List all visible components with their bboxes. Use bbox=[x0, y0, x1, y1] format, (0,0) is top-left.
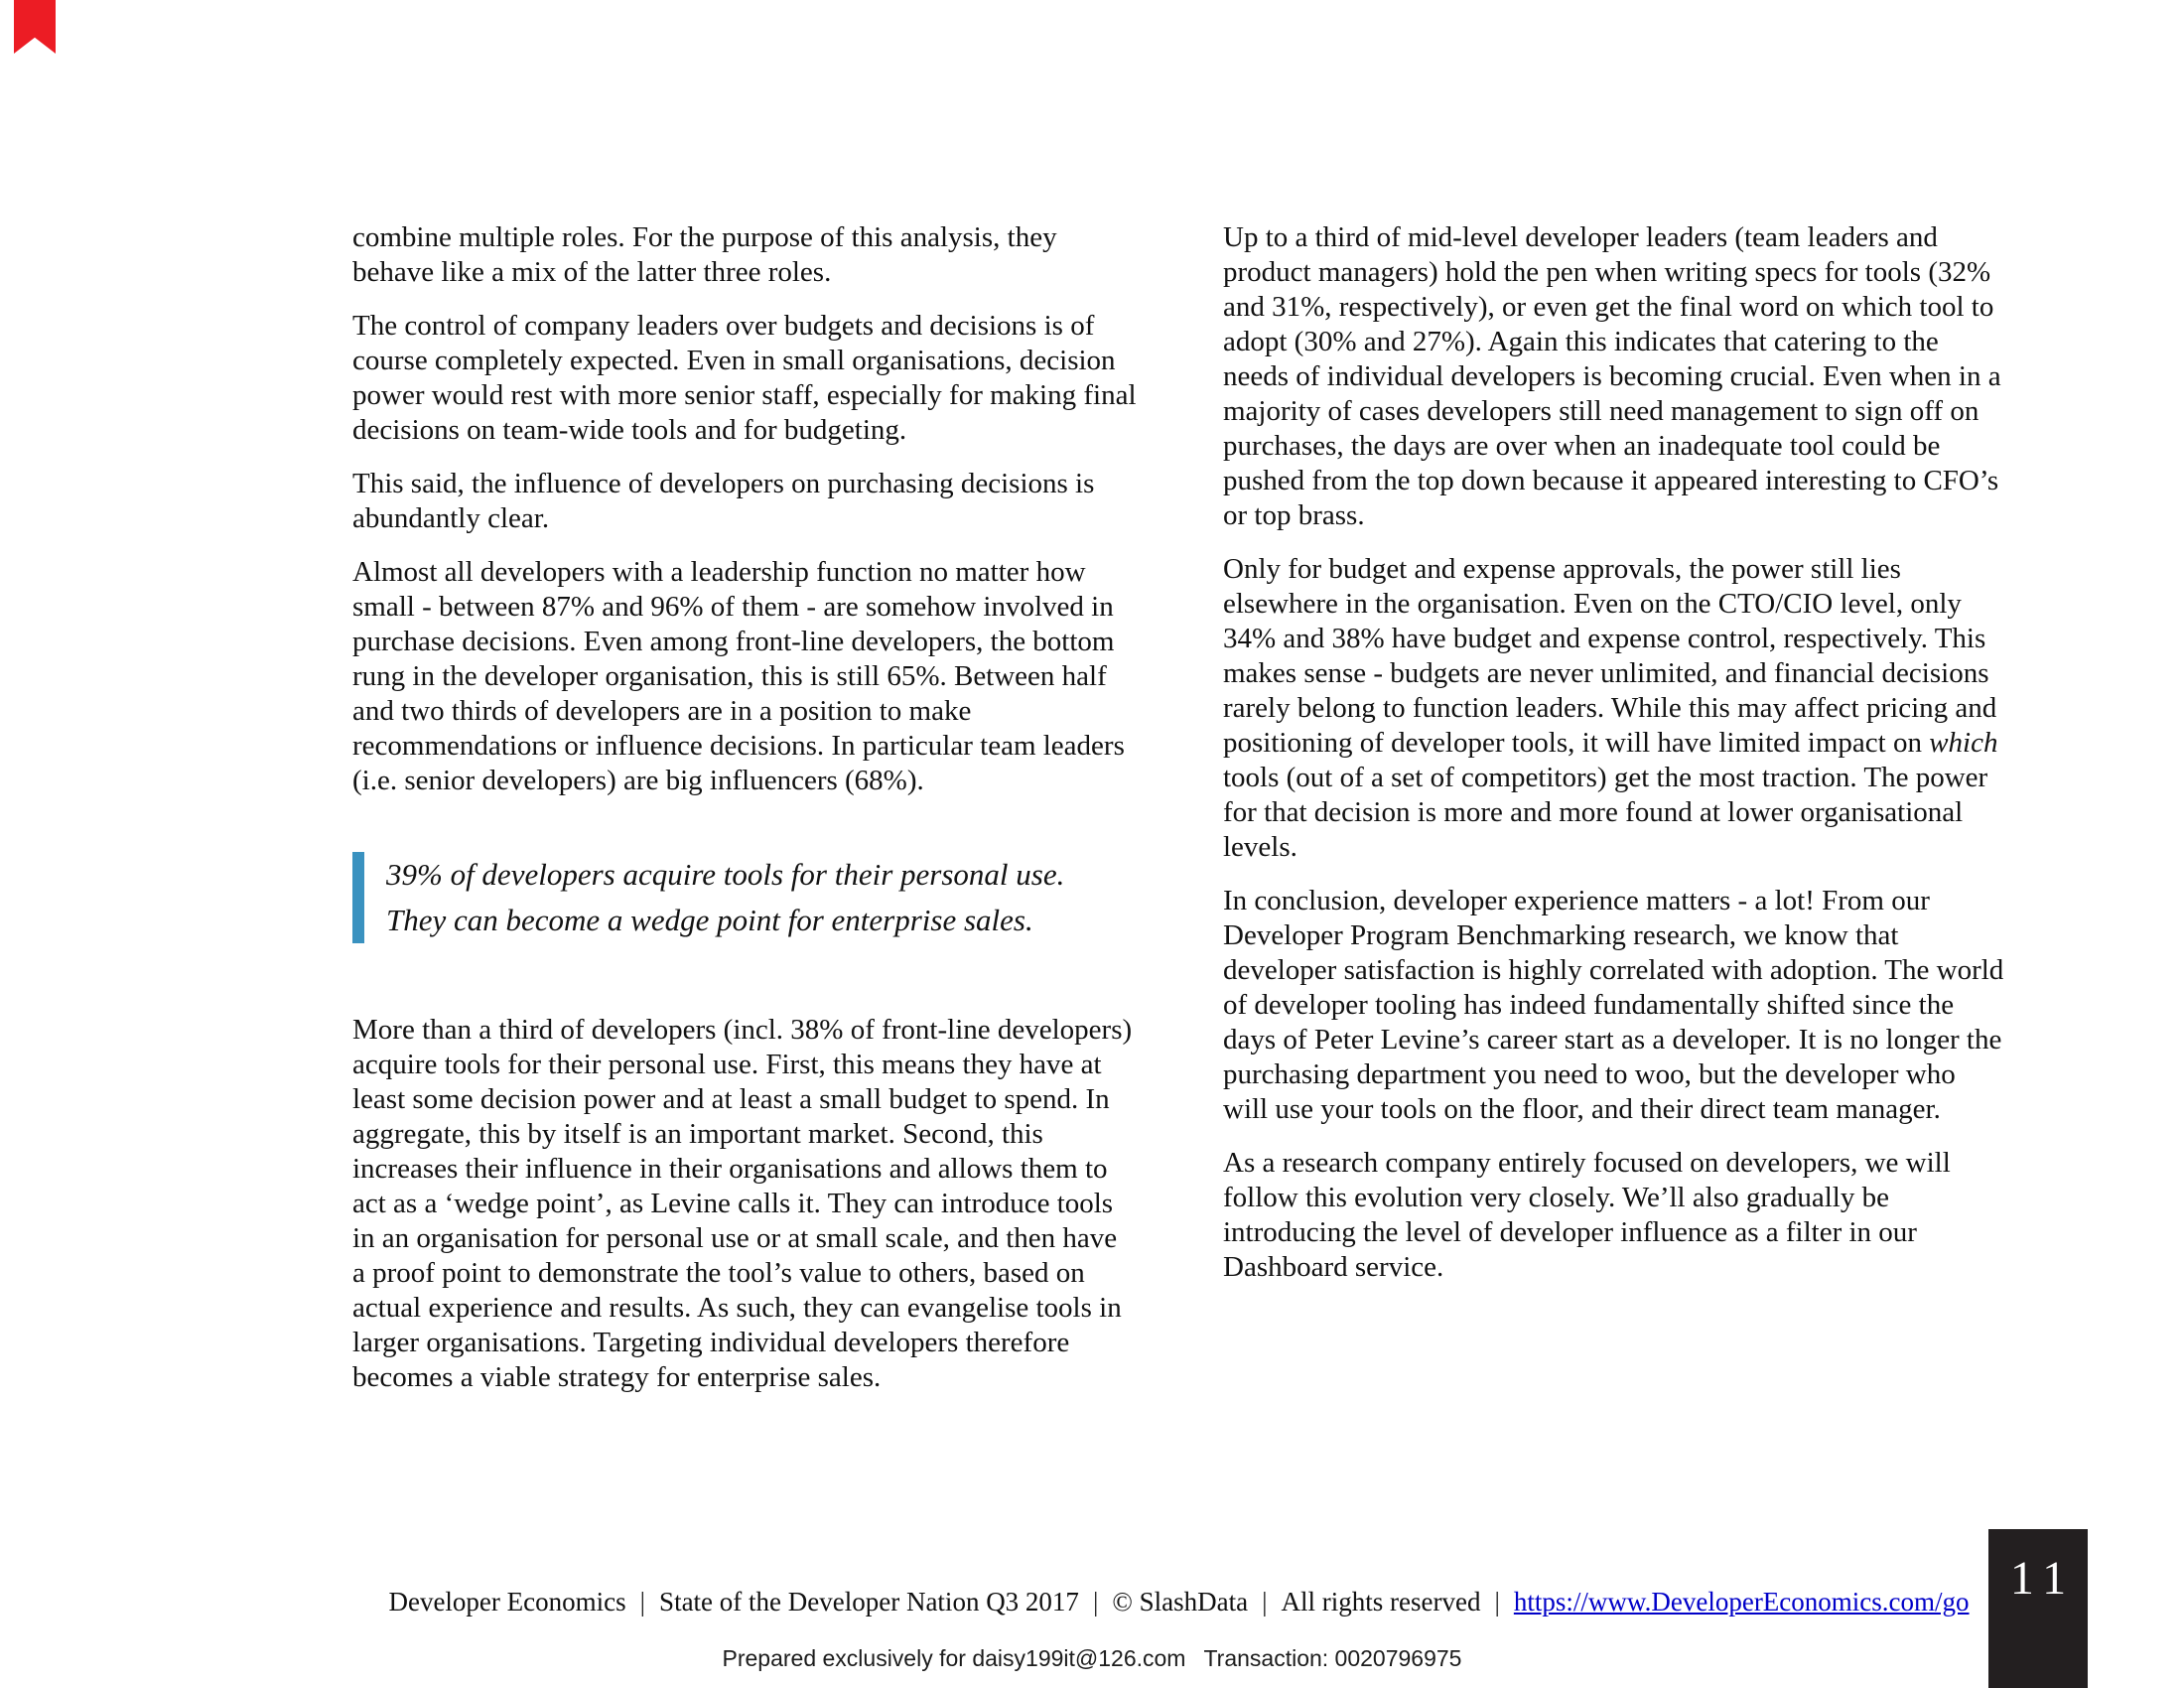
paragraph: More than a third of developers (incl. 38% of front-line developers) acquire tools for their personal use. First, this means they have at least some decision power and at least a small budget to spend. In aggregate, this by itself is an important market. Second, this increases their influence in their organisations and allows them to act as a ‘wedge point’, as Levine calls it. They can introduce tools in an organisation for personal use or at small scale, and then have a proof point to demonstrate the tool’s value to others, based on actual experience and results. As such, they can evangelise tools in larger organisations. Targeting individual developers therefore becomes a viable strategy for enterprise sales. bbox=[352, 1014, 1133, 1393]
footer-report-title: State of the Developer Nation Q3 2017 bbox=[659, 1587, 1079, 1617]
paragraph bbox=[1223, 552, 2007, 865]
pull-quote-line: 39% of developers acquire tools for their personal use. bbox=[386, 857, 1065, 892]
footer-brand: Developer Economics bbox=[388, 1587, 626, 1617]
paragraph: In conclusion, developer experience matters - a lot! From our Developer Program Benchmarking research, we know that developer satisfaction is highly correlated with adoption. The world of developer tooling has indeed fundamentally shifted since the days of Peter Levine’s career start as a developer. It is no longer the purchasing department you need to woo, but the developer who will use your tools on the floor, and their direct team manager. bbox=[1223, 885, 2004, 1125]
transaction-id-text: Transaction: 0020796975 bbox=[1203, 1645, 1462, 1671]
paragraph-text: Only for budget and expense approvals, the power still lies elsewhere in the organisation. Even on the CTO/CIO level, only 34% and 38% have budget and expense control, respectively. This makes sense - budgets are never unlimited, and financial decisions rarely belong to function leaders. While this may affect pricing and positioning of developer tools, it will have limited impact on bbox=[1223, 553, 1997, 759]
footer bbox=[352, 1585, 2005, 1618]
footer-separator: | bbox=[1092, 1587, 1099, 1617]
red-bookmark-ribbon-icon bbox=[14, 0, 56, 54]
footer-separator: | bbox=[639, 1587, 646, 1617]
pull-quote bbox=[352, 852, 1137, 943]
right-text-column bbox=[1223, 220, 2007, 1304]
footer-separator: | bbox=[1494, 1587, 1500, 1617]
prepared-for-text: Prepared exclusively for daisy199it@126.com bbox=[722, 1645, 1186, 1671]
left-text-column bbox=[352, 220, 1137, 1414]
pull-quote-line: They can become a wedge point for enterprise sales. bbox=[386, 903, 1033, 937]
paragraph-text: tools (out of a set of competitors) get the most traction. The power for that decision is more and more found at lower organisational levels. bbox=[1223, 762, 1988, 863]
footer-separator: | bbox=[1262, 1587, 1268, 1617]
paragraph: This said, the influence of developers on purchasing decisions is abundantly clear. bbox=[352, 468, 1095, 534]
paragraph: combine multiple roles. For the purpose of this analysis, they behave like a mix of the latter three roles. bbox=[352, 221, 1057, 288]
page-number-badge bbox=[1988, 1529, 2088, 1688]
paragraph: Up to a third of mid-level developer leaders (team leaders and product managers) hold the pen when writing specs for tools (32% and 31%, respectively), or even get the final word on which tool to adopt (30% and 27%). Again this indicates that catering to the needs of individual developers is becoming crucial. Even when in a majority of cases developers still need management to sign off on purchases, the days are over when an inadequate tool could be pushed from the top down because it appeared interesting to CFO’s or top brass. bbox=[1223, 221, 2001, 531]
prepared-watermark bbox=[0, 1644, 2184, 1672]
page-number: 11 bbox=[2009, 1552, 2077, 1605]
footer-copyright: © SlashData bbox=[1112, 1587, 1249, 1617]
footer-rights: All rights reserved bbox=[1281, 1587, 1481, 1617]
paragraph: As a research company entirely focused on developers, we will follow this evolution very closely. We’ll also gradually be introducing the level of developer influence as a filter in our Dashboard service. bbox=[1223, 1147, 1951, 1283]
footer-link[interactable]: https://www.DeveloperEconomics.com/go bbox=[1513, 1587, 1970, 1617]
paragraph: The control of company leaders over budgets and decisions is of course completely expected. Even in small organisations, decision power would rest with more senior staff, especially for making final decisions on team-wide tools and for budgeting. bbox=[352, 310, 1137, 446]
paragraph: Almost all developers with a leadership function no matter how small - between 87% and 96% of them - are somehow involved in purchase decisions. Even among front-line developers, the bottom rung in the developer organisation, this is still 65%. Between half and two thirds of developers are in a position to make recommendations or influence decisions. In particular team leaders (i.e. senior developers) are big influencers (68%). bbox=[352, 556, 1125, 796]
emphasized-word: which bbox=[1929, 727, 1998, 759]
